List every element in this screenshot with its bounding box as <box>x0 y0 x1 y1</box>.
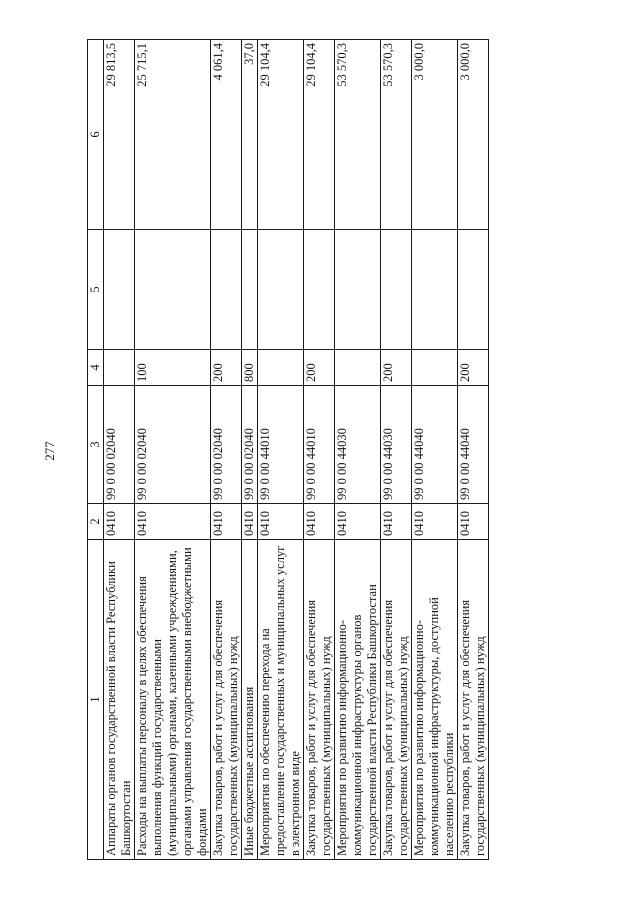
row-name: Мероприятия по обеспечению перехода на предоставление государственных и муниципальных услуг в электронном виде <box>258 540 304 860</box>
row-amount: 29 104,4 <box>258 40 304 230</box>
row-name: Закупка товаров, работ и услуг для обеспечения государственных (муниципальных) нужд <box>458 540 489 860</box>
row-expense-type <box>104 350 135 386</box>
row-expense-type: 200 <box>381 350 412 386</box>
row-target-article: 99 0 00 44010 <box>304 386 335 504</box>
row-section: 0410 <box>258 504 304 540</box>
table-row <box>335 40 381 860</box>
row-amount: 25 715,1 <box>135 40 211 230</box>
row-target-article: 99 0 00 44030 <box>335 386 381 504</box>
table-row <box>104 40 135 860</box>
row-target-article: 99 0 00 02040 <box>135 386 211 504</box>
header-col-5: 5 <box>88 230 104 350</box>
row-section: 0410 <box>412 504 458 540</box>
row-section: 0410 <box>335 504 381 540</box>
row-amount: 4 061,4 <box>211 40 242 230</box>
row-target-article: 99 0 00 02040 <box>104 386 135 504</box>
row-expense-type: 200 <box>458 350 489 386</box>
header-col-1: 1 <box>88 540 104 860</box>
row-expense-type: 200 <box>211 350 242 386</box>
row-col-5 <box>104 230 135 350</box>
row-amount: 37,0 <box>242 40 258 230</box>
table-row <box>242 40 258 860</box>
page-number: 277 <box>42 441 57 461</box>
table-row <box>412 40 458 860</box>
row-amount: 29 813,5 <box>104 40 135 230</box>
row-target-article: 99 0 00 44040 <box>458 386 489 504</box>
row-name: Мероприятия по развитию информационно-коммуникационной инфраструктуры, доступной населению республики <box>412 540 458 860</box>
row-amount: 53 570,3 <box>381 40 412 230</box>
row-amount: 29 104,4 <box>304 40 335 230</box>
table-row <box>381 40 412 860</box>
row-col-5 <box>258 230 304 350</box>
budget-table <box>87 39 489 860</box>
row-name: Расходы на выплаты персоналу в целях обеспечения выполнения функций государственными (муниципальными) органами, казенными учреждениями, органами управления государственными внебюджетными фондами <box>135 540 211 860</box>
row-section: 0410 <box>135 504 211 540</box>
row-col-5 <box>381 230 412 350</box>
row-col-5 <box>211 230 242 350</box>
row-name: Иные бюджетные ассигнования <box>242 540 258 860</box>
header-row <box>88 40 104 860</box>
row-name: Аппараты органов государственной власти Республики Башкортостан <box>104 540 135 860</box>
row-col-5 <box>458 230 489 350</box>
row-section: 0410 <box>242 504 258 540</box>
row-expense-type: 800 <box>242 350 258 386</box>
row-expense-type <box>335 350 381 386</box>
table-row <box>211 40 242 860</box>
row-amount: 3 000,0 <box>412 40 458 230</box>
row-target-article: 99 0 00 02040 <box>242 386 258 504</box>
row-section: 0410 <box>104 504 135 540</box>
row-target-article: 99 0 00 44010 <box>258 386 304 504</box>
table-row <box>258 40 304 860</box>
row-col-5 <box>335 230 381 350</box>
table-row <box>135 40 211 860</box>
row-col-5 <box>242 230 258 350</box>
row-name: Закупка товаров, работ и услуг для обеспечения государственных (муниципальных) нужд <box>381 540 412 860</box>
row-section: 0410 <box>304 504 335 540</box>
header-col-3: 3 <box>88 386 104 504</box>
row-name: Закупка товаров, работ и услуг для обеспечения государственных (муниципальных) нужд <box>211 540 242 860</box>
header-col-2: 2 <box>88 504 104 540</box>
table-row <box>304 40 335 860</box>
row-name: Мероприятия по развитию информационно-коммуникационной инфраструктуры органов государственной власти Республики Башкортостан <box>335 540 381 860</box>
row-expense-type: 100 <box>135 350 211 386</box>
row-col-5 <box>135 230 211 350</box>
row-amount: 53 570,3 <box>335 40 381 230</box>
row-target-article: 99 0 00 02040 <box>211 386 242 504</box>
row-section: 0410 <box>381 504 412 540</box>
row-name: Закупка товаров, работ и услуг для обеспечения государственных (муниципальных) нужд <box>304 540 335 860</box>
row-section: 0410 <box>211 504 242 540</box>
row-expense-type <box>258 350 304 386</box>
row-col-5 <box>304 230 335 350</box>
row-col-5 <box>412 230 458 350</box>
row-expense-type <box>412 350 458 386</box>
header-col-4: 4 <box>88 350 104 386</box>
row-target-article: 99 0 00 44030 <box>381 386 412 504</box>
table-row <box>458 40 489 860</box>
row-target-article: 99 0 00 44040 <box>412 386 458 504</box>
row-expense-type: 200 <box>304 350 335 386</box>
rotated-table-area <box>87 40 562 860</box>
row-amount: 3 000,0 <box>458 40 489 230</box>
row-section: 0410 <box>458 504 489 540</box>
header-col-6: 6 <box>88 40 104 230</box>
